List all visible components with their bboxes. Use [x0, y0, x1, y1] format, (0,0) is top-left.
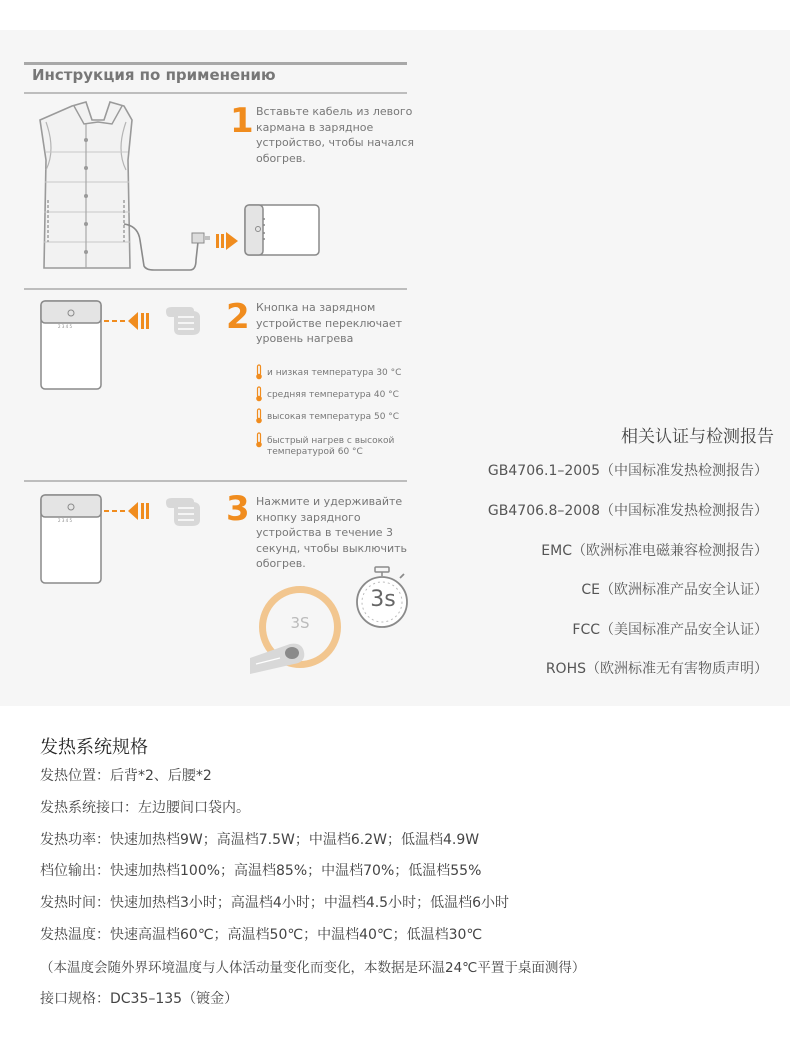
spec-line: 发热温度：快速高温档60℃；高温档50℃；中温档40℃；低温档30℃	[40, 927, 483, 943]
certifications-title: 相关认证与检测报告	[621, 427, 774, 447]
spec-line: 接口规格：DC35–135（镀金）	[40, 991, 239, 1007]
temperature-high: высокая температура 50 °C	[267, 412, 400, 422]
cert-item: EMC（欧洲标准电磁兼容检测报告）	[541, 543, 768, 559]
arrow-left-icon	[104, 500, 154, 522]
spec-line: 发热功率：快速加热档9W；高温档7.5W；中温档6.2W；低温档4.9W	[40, 832, 480, 848]
step-1-text: Вставьте кабель из левого кармана в зарядное устройство, чтобы начался обогрев.	[256, 105, 414, 165]
stopwatch-label: 3s	[370, 587, 396, 612]
title-rule-bottom	[24, 92, 407, 94]
step-divider-2	[24, 480, 407, 482]
thermometer-icon	[255, 386, 263, 402]
step-divider-1	[24, 288, 407, 290]
cert-item: CE（欧洲标准产品安全认证）	[581, 582, 768, 598]
cert-item: GB4706.8–2008（中国标准发热检测报告）	[487, 503, 768, 519]
cert-item: ROHS（欧洲标准无有害物质声明）	[545, 661, 768, 677]
finger-press-icon	[164, 303, 204, 337]
spec-note: （本温度会随外界环境温度与人体活动量变化而变化，本数据是环温24℃平置于桌面测得）	[40, 960, 586, 976]
temperature-fast: быстрый нагрев с высокой температурой 60 °C	[267, 436, 395, 457]
svg-text:2 3 4 5: 2 3 4 5	[58, 518, 72, 523]
arrow-left-icon	[104, 310, 154, 332]
spec-line: 发热时间：快速加热档3小时；高温档4小时；中温档4.5小时；低温档6小时	[40, 895, 509, 911]
thermometer-icon	[255, 432, 263, 448]
step-2-number: 2	[226, 297, 250, 337]
hold-button-label: 3S	[290, 614, 310, 632]
thermometer-icon	[255, 364, 263, 380]
svg-text:2 3 4 5: 2 3 4 5	[58, 324, 72, 329]
finger-press-icon	[164, 494, 204, 528]
power-bank-front-3	[40, 494, 102, 584]
thermometer-icon	[255, 408, 263, 424]
arrow-right-icon	[216, 228, 240, 254]
cert-item: FCC（美国标准产品安全认证）	[572, 622, 768, 638]
spec-line: 发热位置：后背*2、后腰*2	[40, 768, 212, 784]
step-2-text: Кнопка на зарядном устройстве переключает уровень нагрева	[256, 301, 403, 345]
power-bank-front-2	[40, 300, 102, 390]
vest-illustration	[34, 100, 224, 275]
step-1-number: 1	[230, 101, 254, 141]
step-3-number: 3	[226, 489, 250, 529]
instructions-title: Инструкция по применению	[32, 66, 276, 84]
cert-item: GB4706.1–2005（中国标准发热检测报告）	[487, 463, 768, 479]
finger-icon	[250, 636, 312, 676]
spec-line: 档位输出：快速加热档100%；高温档85%；中温档70%；低温档55%	[40, 863, 482, 879]
spec-line: 发热系统接口：左边腰间口袋内。	[40, 800, 250, 816]
temperature-medium: средняя температура 40 °C	[267, 390, 399, 400]
temperature-low: и низкая температура 30 °C	[267, 368, 402, 378]
power-bank-side	[244, 204, 320, 256]
step-3-text: Нажмите и удерживайте кнопку зарядного устройства в течение 3 секунд, чтобы выключить обогрев.	[256, 495, 408, 570]
specs-title: 发热系统规格	[40, 737, 148, 758]
title-rule-top	[24, 62, 407, 65]
